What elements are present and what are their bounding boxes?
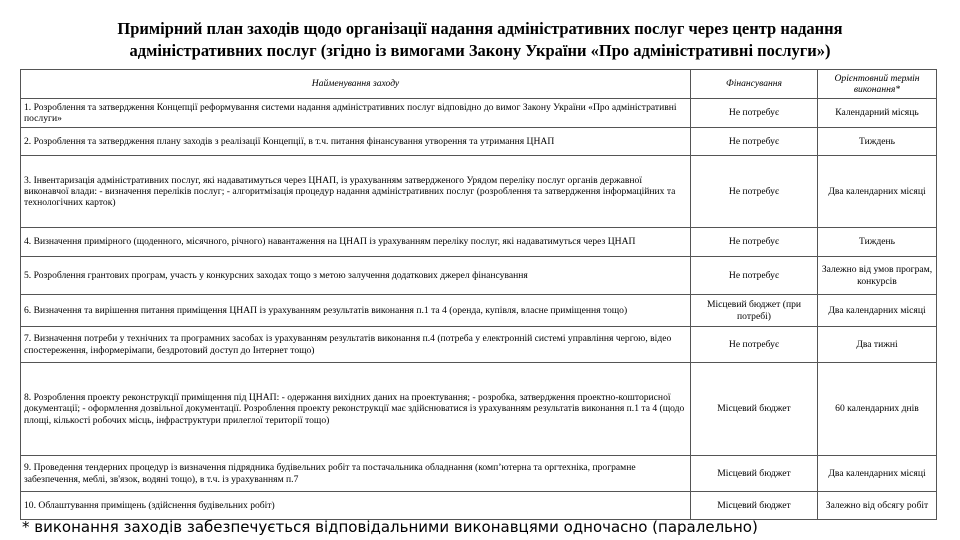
table-row: [21, 128, 937, 156]
measure-name: 10. Облаштування приміщень (здійснення будівельних робіт): [21, 492, 691, 520]
measure-term: Тиждень: [818, 228, 937, 257]
measure-name: 9. Проведення тендерних процедур із визначення підрядника будівельних робіт та постачальника обладнання (комп’ютерна та оргтехніка, програмне забезпечення, меблі, зв'язок, водяні тощо), в т.ч. із урахуванням п.7: [21, 456, 691, 492]
measure-name: 3. Інвентаризація адміністративних послуг, які надаватимуться через ЦНАП, із урахуванням затвердженого Урядом переліку послуг органів державної виконавчої влади: - визначення переліків послуг; - алгоритмізація процедур надання адміністративних послуг (розроблення та затвердження інформаційних та технологічних карток): [21, 156, 691, 228]
measure-term: Залежно від умов програм, конкурсів: [818, 257, 937, 295]
measure-term: Два календарних місяці: [818, 456, 937, 492]
table-row: [21, 327, 937, 363]
measure-funding: Не потребує: [691, 257, 818, 295]
measure-term: Тиждень: [818, 128, 937, 156]
table-row: [21, 228, 937, 257]
measure-term: Два календарних місяці: [818, 295, 937, 327]
measure-name: 4. Визначення примірного (щоденного, місячного, річного) навантаження на ЦНАП із урахуванням переліку послуг, які надаватимуться через ЦНАП: [21, 228, 691, 257]
measure-funding: Не потребує: [691, 228, 818, 257]
table-row: [21, 257, 937, 295]
measure-funding: Не потребує: [691, 156, 818, 228]
table-header-row: [21, 70, 937, 99]
measure-term: Два календарних місяці: [818, 156, 937, 228]
measure-term: Календарний місяць: [818, 99, 937, 128]
measure-term: 60 календарних днів: [818, 363, 937, 456]
measure-term: Два тижні: [818, 327, 937, 363]
measure-funding: Не потребує: [691, 99, 818, 128]
measure-name: 2. Розроблення та затвердження плану заходів з реалізації Концепції, в т.ч. питання фінансування утворення та утримання ЦНАП: [21, 128, 691, 156]
page-title-line-2: адміністративних послуг (згідно із вимогами Закону України «Про адміністративні послуги»): [129, 41, 831, 60]
measure-funding: Місцевий бюджет: [691, 456, 818, 492]
measure-term: Залежно від обсягу робіт: [818, 492, 937, 520]
measure-name: 8. Розроблення проекту реконструкції приміщення під ЦНАП: - одержання вихідних даних на проектування; - розробка, затвердження проектно-кошторисної документації; - оформлення дозвільної документації. Розроблення проекту реконструкції має здійснюватися із урахуванням результатів виконання п.1 та 4 (щодо площі, кількості робочих місць, інфраструктури прилеглої території тощо): [21, 363, 691, 456]
measure-funding: Не потребує: [691, 128, 818, 156]
measure-name: 6. Визначення та вирішення питання приміщення ЦНАП із урахуванням результатів виконання п.1 та 4 (оренда, купівля, власне приміщення тощо): [21, 295, 691, 327]
footnote: * виконання заходів забезпечується відповідальними виконавцями одночасно (паралельно): [22, 518, 758, 536]
header-measure-name: Найменування заходу: [21, 70, 691, 99]
measures-table: [20, 69, 937, 520]
table-row: [21, 492, 937, 520]
header-term: Орієнтовний термін виконання*: [818, 70, 937, 99]
header-funding: Фінансування: [691, 70, 818, 99]
measure-name: 5. Розроблення грантових програм, участь у конкурсних заходах тощо з метою залучення додаткових джерел фінансування: [21, 257, 691, 295]
measure-funding: Місцевий бюджет: [691, 492, 818, 520]
table-row: [21, 156, 937, 228]
table-row: [21, 363, 937, 456]
page-title-line-1: Примірний план заходів щодо організації надання адміністративних послуг через центр надання: [117, 19, 843, 38]
measure-funding: Місцевий бюджет (при потребі): [691, 295, 818, 327]
page-title: [20, 18, 940, 62]
table-row: [21, 99, 937, 128]
measure-name: 7. Визначення потреби у технічних та програмних засобах із урахуванням результатів виконання п.4 (потреба у електронній системі управління чергою, відео спостереження, інформерімапи, бездротовий доступ до Інтернет тощо): [21, 327, 691, 363]
measure-name: 1. Розроблення та затвердження Концепції реформування системи надання адміністративних послуг відповідно до вимог Закону України «Про адміністративні послуги»: [21, 99, 691, 128]
measure-funding: Не потребує: [691, 327, 818, 363]
table-row: [21, 456, 937, 492]
measure-funding: Місцевий бюджет: [691, 363, 818, 456]
table-row: [21, 295, 937, 327]
